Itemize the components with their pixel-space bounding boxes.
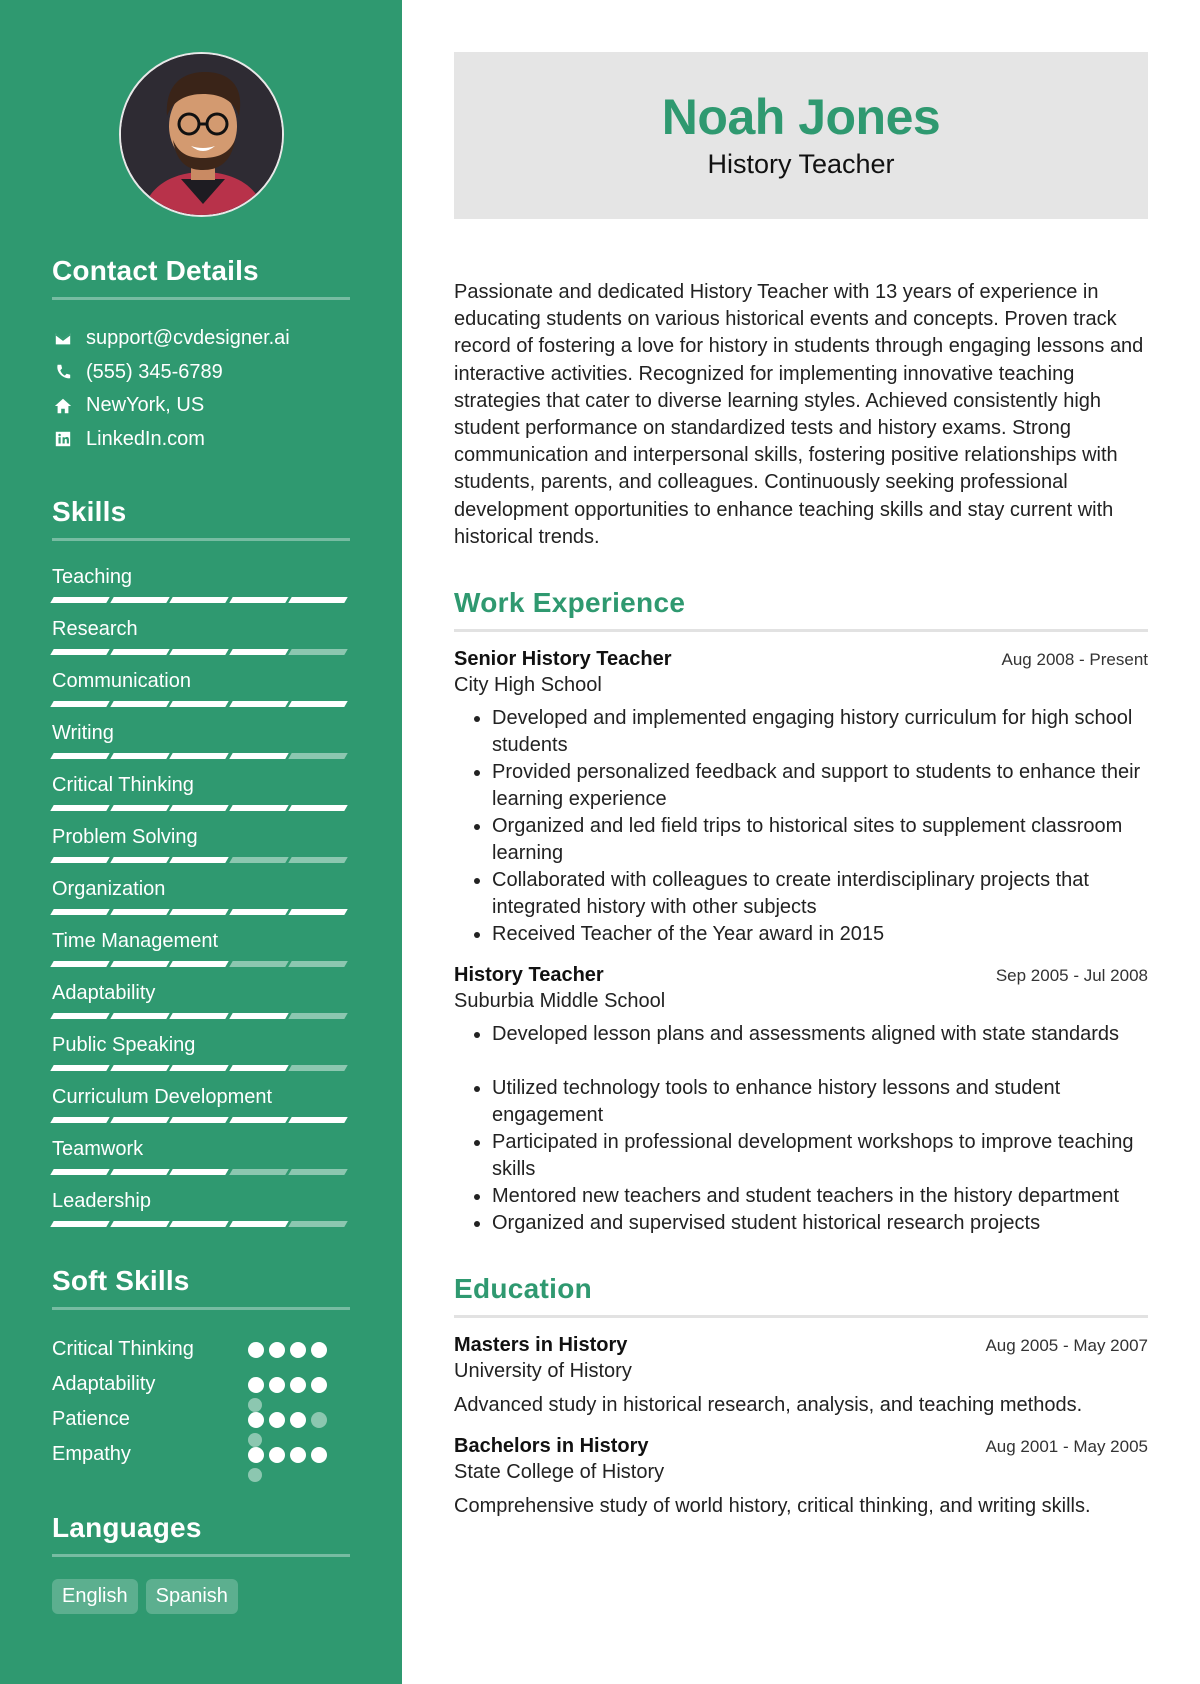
avatar-container [0,52,402,217]
job-bullet: • Provided personalized feedback and support to students to enhance their learning experience [492,759,1148,813]
skill-level-segment [169,1221,228,1227]
rating-dot [290,1412,306,1428]
skill-level-segment [50,1221,109,1227]
skills-list [52,563,350,1227]
skill-level-segment [169,1065,228,1071]
job-bullet: • Mentored new teachers and student teachers in the history department [492,1183,1148,1210]
skill-level-segment [50,857,109,863]
skill-level-segment [169,909,228,915]
skill-item [52,1031,350,1071]
soft-skill-name: Empathy [52,1443,131,1465]
skill-level-segment [289,857,348,863]
skill-level-segment [289,1169,348,1175]
work-entry [454,648,1148,948]
skill-level-segment [229,805,288,811]
school: University of History [454,1360,632,1383]
rating-dot-extra [248,1468,262,1482]
job-bullet: • Participated in professional development workshops to improve teaching skills [492,1129,1148,1183]
languages-list [52,1579,350,1614]
soft-skill-name: Adaptability [52,1373,156,1395]
contact-email[interactable] [52,322,350,356]
languages-heading: Languages [52,1512,350,1557]
job-title: Senior History Teacher [454,648,672,671]
soft-skill-item [52,1437,350,1472]
contact-heading: Contact Details [52,255,350,300]
skill-level-segment [110,1065,169,1071]
avatar [119,52,284,217]
candidate-title: History Teacher [707,149,895,180]
rating-dot [248,1342,264,1358]
job-bullet: • Collaborated with colleagues to create interdisciplinary projects that integrated history with other subjects [492,867,1148,921]
soft-skill-item [52,1332,350,1367]
education-entry [454,1435,1148,1520]
contact-phone[interactable] [52,356,350,390]
skill-item [52,563,350,603]
skill-name: Leadership [52,1190,151,1212]
linkedin-icon [52,428,74,450]
skill-level-segment [169,1013,228,1019]
skill-level-segment [289,1221,348,1227]
education-description: Advanced study in historical research, analysis, and teaching methods. [454,1394,1083,1417]
education-dates: Aug 2005 - May 2007 [985,1336,1148,1356]
skill-level-segment [110,1169,169,1175]
education-heading: Education [454,1273,1148,1318]
language-chip: Spanish [146,1579,238,1614]
job-bullet: • Organized and supervised student historical research projects [492,1210,1148,1237]
contact-linkedin[interactable] [52,423,350,457]
skill-level-segment [229,597,288,603]
soft-skill-name: Critical Thinking [52,1338,194,1360]
skill-level-segment [289,649,348,655]
contact-phone-text: (555) 345-6789 [86,360,223,383]
skill-level-segment [229,1065,288,1071]
skill-name: Adaptability [52,982,156,1004]
skill-item [52,823,350,863]
job-bullets [454,1021,1148,1237]
work-experience-list [454,648,1148,1237]
skill-level-segment [289,909,348,915]
skill-item [52,979,350,1019]
contact-list [52,322,350,456]
skill-level-segment [110,597,169,603]
home-icon [52,395,74,417]
skill-level-segment [110,909,169,915]
skill-level-bar [52,1117,350,1123]
soft-skill-name: Patience [52,1408,130,1430]
skill-level-segment [169,1117,228,1123]
skill-level-segment [289,1117,348,1123]
header-box [454,52,1148,219]
skill-level-bar [52,701,350,707]
skill-level-segment [289,1013,348,1019]
summary: Passionate and dedicated History Teacher with 13 years of experience in educating students on various historical events and concepts. Proven track record of fostering a love for history in students through engaging lessons and interactive activities. Recognized for implementing innovative teaching strategies that cater to diverse learning styles. Achieved consistently high student performance on standardized tests and history exams. Strong communication and interpersonal skills, fostering positive relationships with students, parents, and colleagues. Continuously seeking professional development opportunities to enhance teaching skills and stay current with historical trends. [454,281,1144,548]
skill-name: Writing [52,722,114,744]
skill-level-segment [289,805,348,811]
rating-dot [269,1342,285,1358]
job-dates: Sep 2005 - Jul 2008 [995,966,1148,986]
language-chip: English [52,1579,138,1614]
rating-dot [311,1342,327,1358]
skill-level-segment [229,909,288,915]
skill-level-bar [52,649,350,655]
skill-name: Research [52,618,138,640]
soft-skill-rating [248,1342,327,1358]
job-bullet: • Organized and led field trips to historical sites to supplement classroom learning [492,813,1148,867]
skill-level-segment [169,753,228,759]
skill-level-segment [110,805,169,811]
skill-name: Public Speaking [52,1034,196,1056]
skill-level-segment [50,701,109,707]
work-heading: Work Experience [454,587,1148,632]
soft-skill-item [52,1402,350,1437]
rating-dot [248,1447,264,1463]
soft-skill-rating [248,1447,327,1463]
skill-level-segment [229,649,288,655]
skill-level-segment [110,649,169,655]
contact-email-text: support@cvdesigner.ai [86,327,290,350]
skill-level-segment [229,857,288,863]
skill-name: Curriculum Development [52,1086,273,1108]
skill-name: Organization [52,878,166,900]
phone-icon [52,361,74,383]
skill-level-bar [52,1013,350,1019]
soft-skill-rating [248,1377,327,1393]
skill-level-segment [50,909,109,915]
envelope-icon [52,328,74,350]
skill-level-segment [50,753,109,759]
skill-level-segment [229,1221,288,1227]
skill-level-segment [229,753,288,759]
soft-skill-item [52,1367,350,1402]
skill-level-segment [50,1065,109,1071]
skill-level-segment [110,753,169,759]
skill-item [52,875,350,915]
rating-dot [311,1412,327,1428]
work-entry-header [454,648,1148,671]
degree: Bachelors in History [454,1435,649,1458]
skill-level-segment [110,961,169,967]
education-description: Comprehensive study of world history, critical thinking, and writing skills. [454,1495,1091,1518]
skill-item [52,667,350,707]
rating-dot [269,1447,285,1463]
school: State College of History [454,1461,665,1484]
degree: Masters in History [454,1334,628,1357]
skill-item [52,771,350,811]
skill-item [52,719,350,759]
candidate-name: Noah Jones [661,88,941,145]
contact-location-text: NewYork, US [86,394,205,417]
skill-level-bar [52,1065,350,1071]
skill-level-segment [50,1013,109,1019]
skill-level-segment [50,805,109,811]
skill-level-segment [110,1221,169,1227]
skill-level-bar [52,805,350,811]
skill-level-segment [110,701,169,707]
skill-item [52,1083,350,1123]
skill-name: Communication [52,670,191,692]
skill-name: Critical Thinking [52,774,194,796]
skill-level-segment [289,961,348,967]
skill-level-segment [110,1117,169,1123]
skill-level-segment [169,701,228,707]
contact-linkedin-text: LinkedIn.com [86,427,205,450]
skill-item [52,1187,350,1227]
education-entry-header [454,1334,1148,1357]
employer: City High School [454,674,602,697]
skill-level-segment [289,701,348,707]
rating-dot [290,1377,306,1393]
skill-level-segment [50,1117,109,1123]
skill-level-bar [52,909,350,915]
skill-level-segment [169,1169,228,1175]
job-bullet: • Utilized technology tools to enhance history lessons and student engagement [492,1075,1148,1129]
job-bullets [454,705,1148,948]
education-dates: Aug 2001 - May 2005 [985,1437,1148,1457]
soft-skills-list [52,1332,350,1472]
skill-name: Problem Solving [52,826,198,848]
skill-level-segment [50,597,109,603]
skill-level-bar [52,961,350,967]
job-bullet: • Developed lesson plans and assessments aligned with state standards [492,1021,1148,1048]
skill-level-segment [169,597,228,603]
skill-level-segment [169,805,228,811]
skill-level-segment [50,1169,109,1175]
skill-level-segment [229,1169,288,1175]
skill-name: Teamwork [52,1138,144,1160]
education-entry-header [454,1435,1148,1458]
skill-item [52,1135,350,1175]
skill-level-bar [52,1169,350,1175]
skill-item [52,927,350,967]
skill-name: Teaching [52,566,133,588]
skill-level-segment [229,961,288,967]
skill-level-segment [110,1013,169,1019]
job-bullet: • Received Teacher of the Year award in 2015 [492,921,1148,948]
skill-level-segment [289,597,348,603]
rating-dot [248,1377,264,1393]
rating-dot [311,1447,327,1463]
skill-level-segment [229,1117,288,1123]
skill-level-segment [50,649,109,655]
skill-name: Time Management [52,930,218,952]
rating-dot [290,1342,306,1358]
sidebar [0,0,402,1684]
rating-dot [269,1377,285,1393]
soft-skills-heading: Soft Skills [52,1265,350,1310]
employer: Suburbia Middle School [454,990,666,1013]
skill-item [52,615,350,655]
work-entry-header [454,964,1148,987]
skill-level-segment [50,961,109,967]
education-list [454,1334,1148,1520]
job-dates: Aug 2008 - Present [1001,650,1148,670]
skill-level-segment [169,961,228,967]
skill-level-segment [229,1013,288,1019]
rating-dot [290,1447,306,1463]
skill-level-segment [289,753,348,759]
job-title: History Teacher [454,964,604,987]
profile-photo [121,54,284,217]
rating-dot [311,1377,327,1393]
skill-level-bar [52,597,350,603]
skill-level-segment [110,857,169,863]
contact-location [52,389,350,423]
skill-level-segment [169,649,228,655]
skills-heading: Skills [52,496,350,541]
soft-skill-rating [248,1412,327,1428]
skill-level-bar [52,1221,350,1227]
skill-level-bar [52,857,350,863]
skill-level-bar [52,753,350,759]
education-entry [454,1334,1148,1419]
skill-level-segment [169,857,228,863]
skill-level-segment [289,1065,348,1071]
rating-dot [269,1412,285,1428]
work-entry [454,964,1148,1237]
main-content [454,52,1148,1520]
job-bullet: • Developed and implemented engaging history curriculum for high school students [492,705,1148,759]
skill-level-segment [229,701,288,707]
rating-dot [248,1412,264,1428]
